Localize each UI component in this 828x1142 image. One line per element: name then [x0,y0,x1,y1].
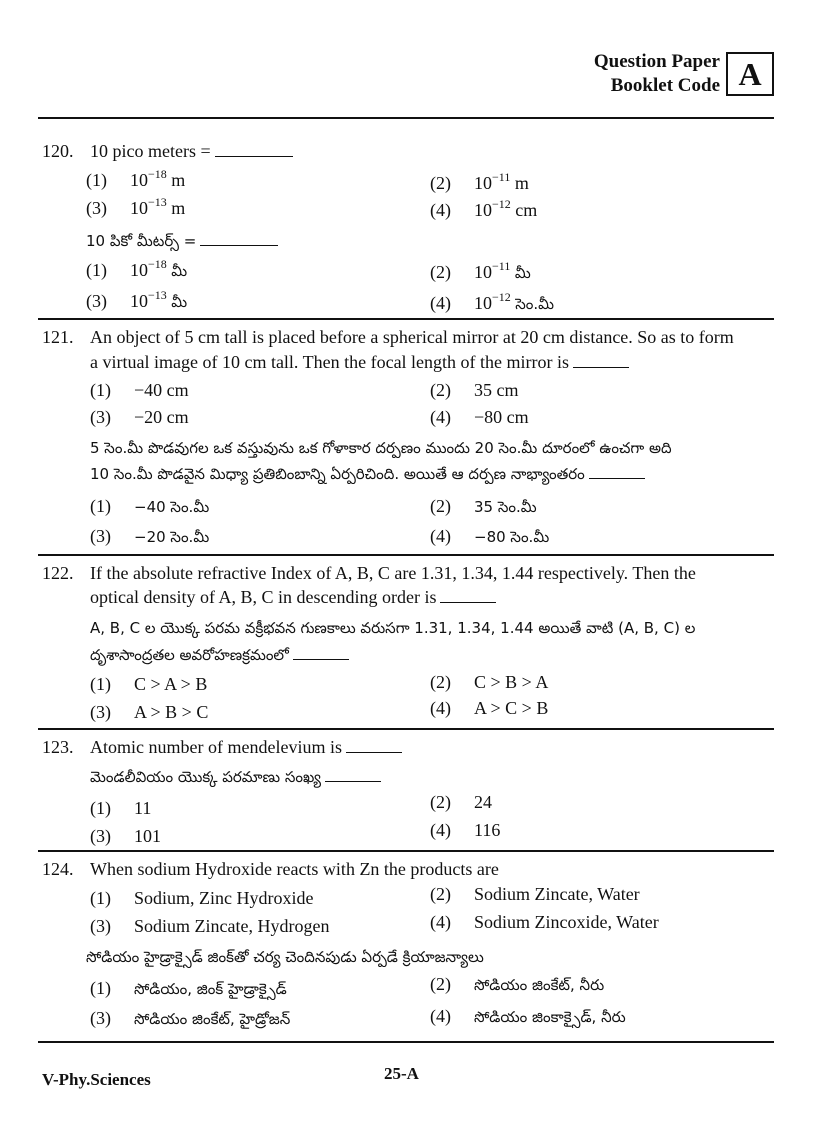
question-text-telugu: 10 సెం.మీ పొడవైన మిధ్యా ప్రతిబింబాన్ని ఏర్పరిచింది. అయితే ఆ దర్పణ నాభ్యాంతరం [90,465,585,483]
header-divider [38,117,774,119]
option-number: (4) [430,912,451,932]
question-120-stem-telugu [86,228,278,253]
answer-blank [440,588,496,603]
option-base: 10 [130,198,148,218]
option-text: సోడియం జింకేట్, హైడ్రోజన్ [134,1010,291,1028]
option-unit: మీ [171,262,188,280]
option-number: (2) [430,974,451,994]
q124-te-option-1 [90,976,287,1001]
option-unit: సెం.మీ [515,295,555,313]
q124-te-option-3 [90,1006,290,1031]
q123-option-1 [90,796,151,820]
question-text-telugu: మెండలీవియం యొక్క పరమాణు సంఖ్య [90,768,321,786]
option-number: (2) [430,672,451,692]
option-unit: మీ [171,293,188,311]
option-base: 10 [130,170,148,190]
option-exponent: −12 [492,197,511,211]
q120-te-option-2 [430,260,531,286]
answer-blank [215,142,293,157]
footer-divider [38,1041,774,1043]
option-number: (2) [430,792,451,812]
option-number: (3) [90,1008,111,1028]
option-number: (4) [430,407,451,427]
option-text: C > A > B [134,674,208,694]
option-text: −40 సెం.మీ [134,498,210,516]
option-unit: m [171,170,186,190]
q121-te-option-3 [90,524,209,549]
q123-option-2 [430,790,492,814]
question-text-telugu: 10 పికో మీటర్స్ = [86,232,197,250]
question-number: 121. [42,327,74,347]
option-number: (3) [86,291,107,311]
option-base: 10 [474,173,492,193]
option-number: (2) [430,884,451,904]
option-number: (3) [90,702,111,722]
q121-en-option-3 [90,405,189,429]
question-123-stem-telugu [90,764,381,789]
option-text: 35 సెం.మీ [474,498,537,516]
q120-en-option-3 [86,196,185,222]
answer-blank [346,738,402,753]
option-text: C > B > A [474,672,549,692]
option-text: A > B > C [134,702,209,722]
option-text: 35 cm [474,380,519,400]
q120-te-option-4 [430,291,554,317]
option-text: −40 cm [134,380,189,400]
option-base: 10 [130,260,148,280]
option-text: సోడియం జింకేట్, నీరు [474,976,605,994]
option-text: Sodium, Zinc Hydroxide [134,888,314,908]
answer-blank [589,464,645,479]
q122-option-4 [430,696,548,720]
option-text: 24 [474,792,492,812]
question-divider [38,850,774,852]
option-number: (1) [90,496,111,516]
question-text: Atomic number of mendelevium is [90,737,342,757]
q121-en-option-1 [90,378,189,402]
question-number: 120. [42,141,74,161]
answer-blank [293,645,349,660]
option-unit: మీ [514,264,531,282]
option-base: 10 [474,200,492,220]
option-exponent: −13 [148,195,167,209]
option-text: 116 [474,820,501,840]
question-124-stem-telugu [86,944,484,969]
option-text: 11 [134,798,152,818]
q124-en-option-3 [90,914,329,938]
option-number: (4) [430,820,451,840]
option-number: (4) [430,1006,451,1026]
q124-te-option-4 [430,1004,626,1029]
q121-en-option-2 [430,378,519,402]
option-text: సోడియం జింకాక్సైడ్, నీరు [474,1008,626,1026]
option-number: (3) [86,198,107,218]
option-text: Sodium Zincate, Hydrogen [134,916,330,936]
option-base: 10 [474,293,492,313]
option-text: Sodium Zincoxide, Water [474,912,659,932]
question-121-stem-telugu-line1 [90,435,672,460]
booklet-code-letter: A [726,52,774,96]
option-number: (2) [430,262,451,282]
q120-en-option-2 [430,171,529,197]
q120-te-option-1 [86,258,187,284]
option-exponent: −18 [148,257,167,271]
q121-te-option-1 [90,494,209,519]
question-divider [38,318,774,320]
option-base: 10 [130,291,148,311]
question-text-telugu: 5 సెం.మీ పొడవుగల ఒక వస్తువును ఒక గోళాకార దర్పణం ముందు 20 సెం.మీ దూరంలో ఉంచగా అది [90,439,672,457]
option-number: (4) [430,526,451,546]
option-number: (3) [90,826,111,846]
question-text: optical density of A, B, C in descending order is [90,587,437,607]
question-122-stem-line1 [42,561,696,585]
subject-code: V-Phy.Sciences [42,1070,151,1089]
option-unit: m [171,198,186,218]
question-122-stem-telugu-line1 [90,615,695,640]
q120-en-option-4 [430,198,537,224]
option-number: (4) [430,200,451,220]
option-number: (3) [90,916,111,936]
option-exponent: −12 [492,290,511,304]
question-122-stem-line2 [90,585,496,609]
option-text: −20 cm [134,407,189,427]
q124-te-option-2 [430,972,604,997]
code-label-line1: Question Paper [593,51,720,72]
option-number: (3) [90,407,111,427]
booklet-code-block [580,50,780,106]
q121-te-option-2 [430,494,537,519]
q124-en-option-1 [90,886,313,910]
answer-blank [325,767,381,782]
option-number: (1) [90,798,111,818]
q122-option-1 [90,672,207,696]
option-unit: m [514,173,529,193]
question-121-stem-line2 [90,350,629,374]
q124-en-option-2 [430,882,640,906]
option-text: Sodium Zincate, Water [474,884,640,904]
option-number: (1) [90,380,111,400]
q123-option-4 [430,818,500,842]
option-number: (2) [430,380,451,400]
question-text: a virtual image of 10 cm tall. Then the focal length of the mirror is [90,352,570,372]
page-number: 25-A [384,1064,419,1083]
question-text: 10 pico meters = [90,141,211,161]
q120-en-option-1 [86,168,185,194]
option-exponent: −18 [148,167,167,181]
booklet-code-label [580,50,720,98]
option-text: −20 సెం.మీ [134,528,210,546]
q121-te-option-4 [430,524,549,549]
option-exponent: −13 [148,288,167,302]
q121-en-option-4 [430,405,529,429]
code-label-line2: Booklet Code [610,75,720,96]
question-text-telugu: దృశాసాంద్రతల అవరోహణక్రమంలో [90,646,289,664]
answer-blank [200,231,278,246]
question-text: An object of 5 cm tall is placed before a spherical mirror at 20 cm distance. So as to form [90,327,734,347]
question-divider [38,728,774,730]
q122-option-3 [90,700,208,724]
option-unit: cm [515,200,538,220]
question-124-stem [42,857,499,881]
option-number: (1) [90,674,111,694]
question-120-stem [42,139,293,163]
question-number: 123. [42,737,74,757]
option-exponent: −11 [492,170,511,184]
question-122-stem-telugu-line2 [90,642,349,667]
question-number: 122. [42,563,74,583]
q123-option-3 [90,824,161,848]
option-number: (2) [430,496,451,516]
option-text: సోడియం, జింక్ హైడ్రాక్సైడ్ [134,980,287,998]
option-text: −80 cm [474,407,529,427]
question-text: If the absolute refractive Index of A, B, C are 1.31, 1.34, 1.44 respectively. Then the [90,563,696,583]
question-121-stem-telugu-line2 [90,461,645,486]
q120-te-option-3 [86,289,187,315]
option-number: (1) [86,170,107,190]
question-text-telugu: సోడియం హైడ్రాక్సైడ్ జింక్‌తో చర్య చెందినపుడు ఏర్పడే క్రియాజన్యాలు [86,948,484,966]
question-123-stem [42,735,402,759]
answer-blank [573,353,629,368]
option-text: −80 సెం.మీ [474,528,550,546]
question-text-telugu: A, B, C ల యొక్క పరమ వక్రీభవన గుణకాలు వరుసగా 1.31, 1.34, 1.44 అయితే వాటి (A, B, C) ల [90,619,696,637]
option-number: (1) [90,978,111,998]
question-text: When sodium Hydroxide reacts with Zn the products are [90,859,499,879]
option-number: (2) [430,173,451,193]
option-number: (4) [430,293,451,313]
option-text: A > C > B [474,698,549,718]
option-number: (1) [90,888,111,908]
option-number: (1) [86,260,107,280]
question-divider [38,554,774,556]
q124-en-option-4 [430,910,659,934]
option-text: 101 [134,826,161,846]
q122-option-2 [430,670,548,694]
option-base: 10 [474,262,492,282]
option-number: (4) [430,698,451,718]
option-number: (3) [90,526,111,546]
option-exponent: −11 [492,259,511,273]
question-number: 124. [42,859,74,879]
question-121-stem-line1 [42,325,734,349]
